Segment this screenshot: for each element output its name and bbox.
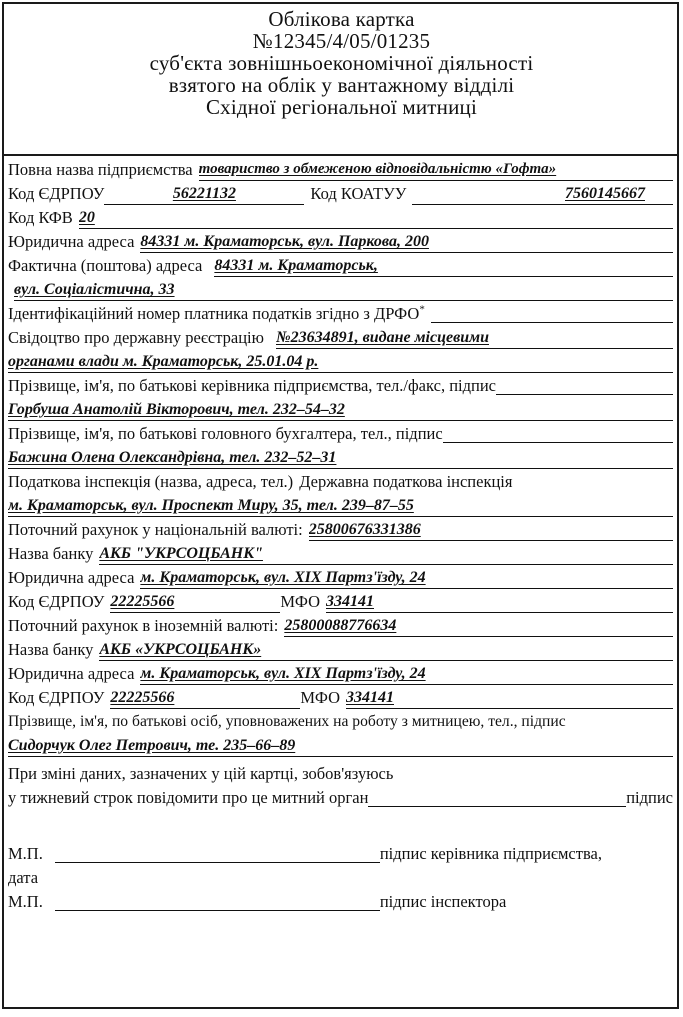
inspector-stamp-label: М.П. [8,892,43,911]
national-bank-mfo-value[interactable]: 334141 [326,592,673,613]
registration-label: Свідоцтво про державну реєстрацію [8,328,264,347]
row-national-bank-codes [8,590,673,613]
foreign-bank-mfo-label: МФО [300,688,340,707]
row-registration [8,326,673,349]
national-account-value[interactable]: 25800676331386 [309,520,673,541]
row-authorized-label [8,710,673,733]
row-foreign-bank-codes [8,686,673,709]
foreign-bank-value[interactable]: АКБ «УКРСОЦБАНК» [99,640,673,661]
authorized-label: Прізвище, ім'я, по батькові осіб, уповноважених на роботу з митницею, тел., підпис [8,713,566,730]
national-bank-edrpou-value[interactable]: 22225566 [110,592,280,613]
row-national-account [8,518,673,541]
card-title: Облікова картка [268,7,415,31]
row-accountant-label [8,422,673,445]
national-account-label: Поточний рахунок у національній валюті: [8,520,303,539]
tax-id-label: Ідентифікаційний номер платника податків згідно з ДРФО* [8,303,425,323]
national-bank-value[interactable]: АКБ "УКРСОЦБАНК" [99,544,673,565]
kfv-value[interactable] [79,208,673,229]
foreign-bank-address-label: Юридична адреса [8,664,135,683]
row-postal-address-cont [8,278,673,301]
obligation-line-1: При зміні даних, зазначених у цій картці, зобов'язуюсь [8,764,394,783]
national-bank-address-value[interactable]: м. Краматорськ, вул. XIX Партз'їзду, 24 [140,568,673,589]
postal-address-value-1[interactable]: 84331 м. Краматорськ, [214,256,673,277]
registration-value-2[interactable]: органами влади м. Краматорськ, 25.01.04 р. [8,352,673,373]
row-obligation-2 [8,786,673,809]
tax-inspection-value-1[interactable]: Державна податкова інспекція [299,472,513,491]
national-bank-mfo-label: МФО [280,592,320,611]
card-subtitle-2: взятого на облік у вантажному відділі [168,73,515,97]
row-foreign-bank-address [8,662,673,685]
full-name-label: Повна назва підприємства [8,160,193,179]
kfv-number: 20 [78,209,95,226]
row-director-label [8,374,673,397]
row-director-value [8,398,673,421]
row-foreign-bank [8,638,673,661]
card-subtitle-1: суб'єкта зовнішньоекономічної діяльності [149,51,534,75]
full-name-value[interactable]: товариство з обмеженою відповідальністю «Гофта» [199,160,673,181]
tax-id-footnote-mark: * [419,303,425,316]
tax-inspection-value-2[interactable]: м. Краматорськ, вул. Проспект Миру, 35, тел. 239–87–55 [8,496,673,517]
inspector-signature-label: підпис інспектора [379,892,507,911]
row-registration-cont [8,350,673,373]
row-director-signature [8,842,673,865]
inspector-signature-field[interactable] [55,909,380,911]
postal-address-value-2[interactable]: вул. Соціалістична, 33 [14,280,673,301]
foreign-bank-label: Назва банку [8,640,94,659]
date-label: дата [8,868,39,887]
row-date [8,866,673,889]
foreign-bank-mfo-value[interactable]: 334141 [346,688,673,709]
director-label-line [496,393,673,395]
foreign-bank-edrpou-label: Код ЄДРПОУ [8,688,105,707]
director-value[interactable]: Горбуша Анатолій Вікторович, тел. 232–54–32 [8,400,673,421]
row-authorized-value [8,734,673,757]
obligation-signature-field[interactable] [368,805,626,807]
legal-address-label: Юридична адреса [8,232,135,251]
foreign-bank-address-value[interactable]: м. Краматорськ, вул. XIX Партз'їзду, 24 [140,664,673,685]
row-codes [8,182,673,205]
row-accountant-value [8,446,673,469]
edrpou-value[interactable]: 56221132 [104,184,304,205]
row-full-name [8,158,673,181]
foreign-bank-edrpou-value[interactable]: 22225566 [110,688,300,709]
row-tax-inspection-cont [8,494,673,517]
accountant-value[interactable]: Бажина Олена Олександрівна, тел. 232–52–31 [8,448,673,469]
koatuu-label: Код КОАТУУ [310,184,407,203]
card-header [0,8,683,118]
row-legal-address [8,230,673,253]
card-number: №12345/4/05/01235 [252,29,431,53]
row-foreign-account [8,614,673,637]
tax-inspection-label: Податкова інспекція (назва, адреса, тел.) [8,472,294,491]
row-postal-address [8,254,673,277]
legal-address-value[interactable]: 84331 м. Краматорськ, вул. Паркова, 200 [140,232,673,253]
authorized-value[interactable]: Сидорчук Олег Петрович, те. 235–66–89 [8,736,673,757]
national-bank-label: Назва банку [8,544,94,563]
row-national-bank-address [8,566,673,589]
director-label: Прізвище, ім'я, по батькові керівника підприємства, тел./факс, підпис [8,376,496,395]
obligation-signature-label: підпис [626,788,673,807]
row-inspector-signature [8,890,673,913]
national-bank-edrpou-label: Код ЄДРПОУ [8,592,105,611]
accountant-label: Прізвище, ім'я, по батькові головного бухгалтера, тел., підпис [8,424,443,443]
tax-id-field[interactable] [431,321,673,323]
kfv-label: Код КФВ [8,208,73,227]
row-kfv [8,206,673,229]
koatuu-value[interactable]: 7560145667 [412,184,673,205]
accountant-label-line [443,441,673,443]
national-bank-address-label: Юридична адреса [8,568,135,587]
row-tax-id [8,302,673,325]
card-subtitle-3: Східної регіональної митниці [205,95,478,119]
row-obligation-1 [8,762,673,785]
header-divider [2,154,679,156]
row-tax-inspection [8,470,673,493]
director-signature-label: підпис керівника підприємства, [379,844,602,863]
foreign-account-label: Поточний рахунок в іноземній валюті: [8,616,279,635]
edrpou-label: Код ЄДРПОУ [8,184,105,203]
director-signature-field[interactable] [55,861,380,863]
postal-address-label: Фактична (поштова) адреса [8,256,203,275]
foreign-account-value[interactable]: 25800088776634 [284,616,673,637]
director-stamp-label: М.П. [8,844,43,863]
obligation-line-2: у тижневий строк повідомити про це митний орган [8,788,369,807]
row-national-bank [8,542,673,565]
registration-value-1[interactable]: №23634891, видане місцевими [276,328,673,349]
